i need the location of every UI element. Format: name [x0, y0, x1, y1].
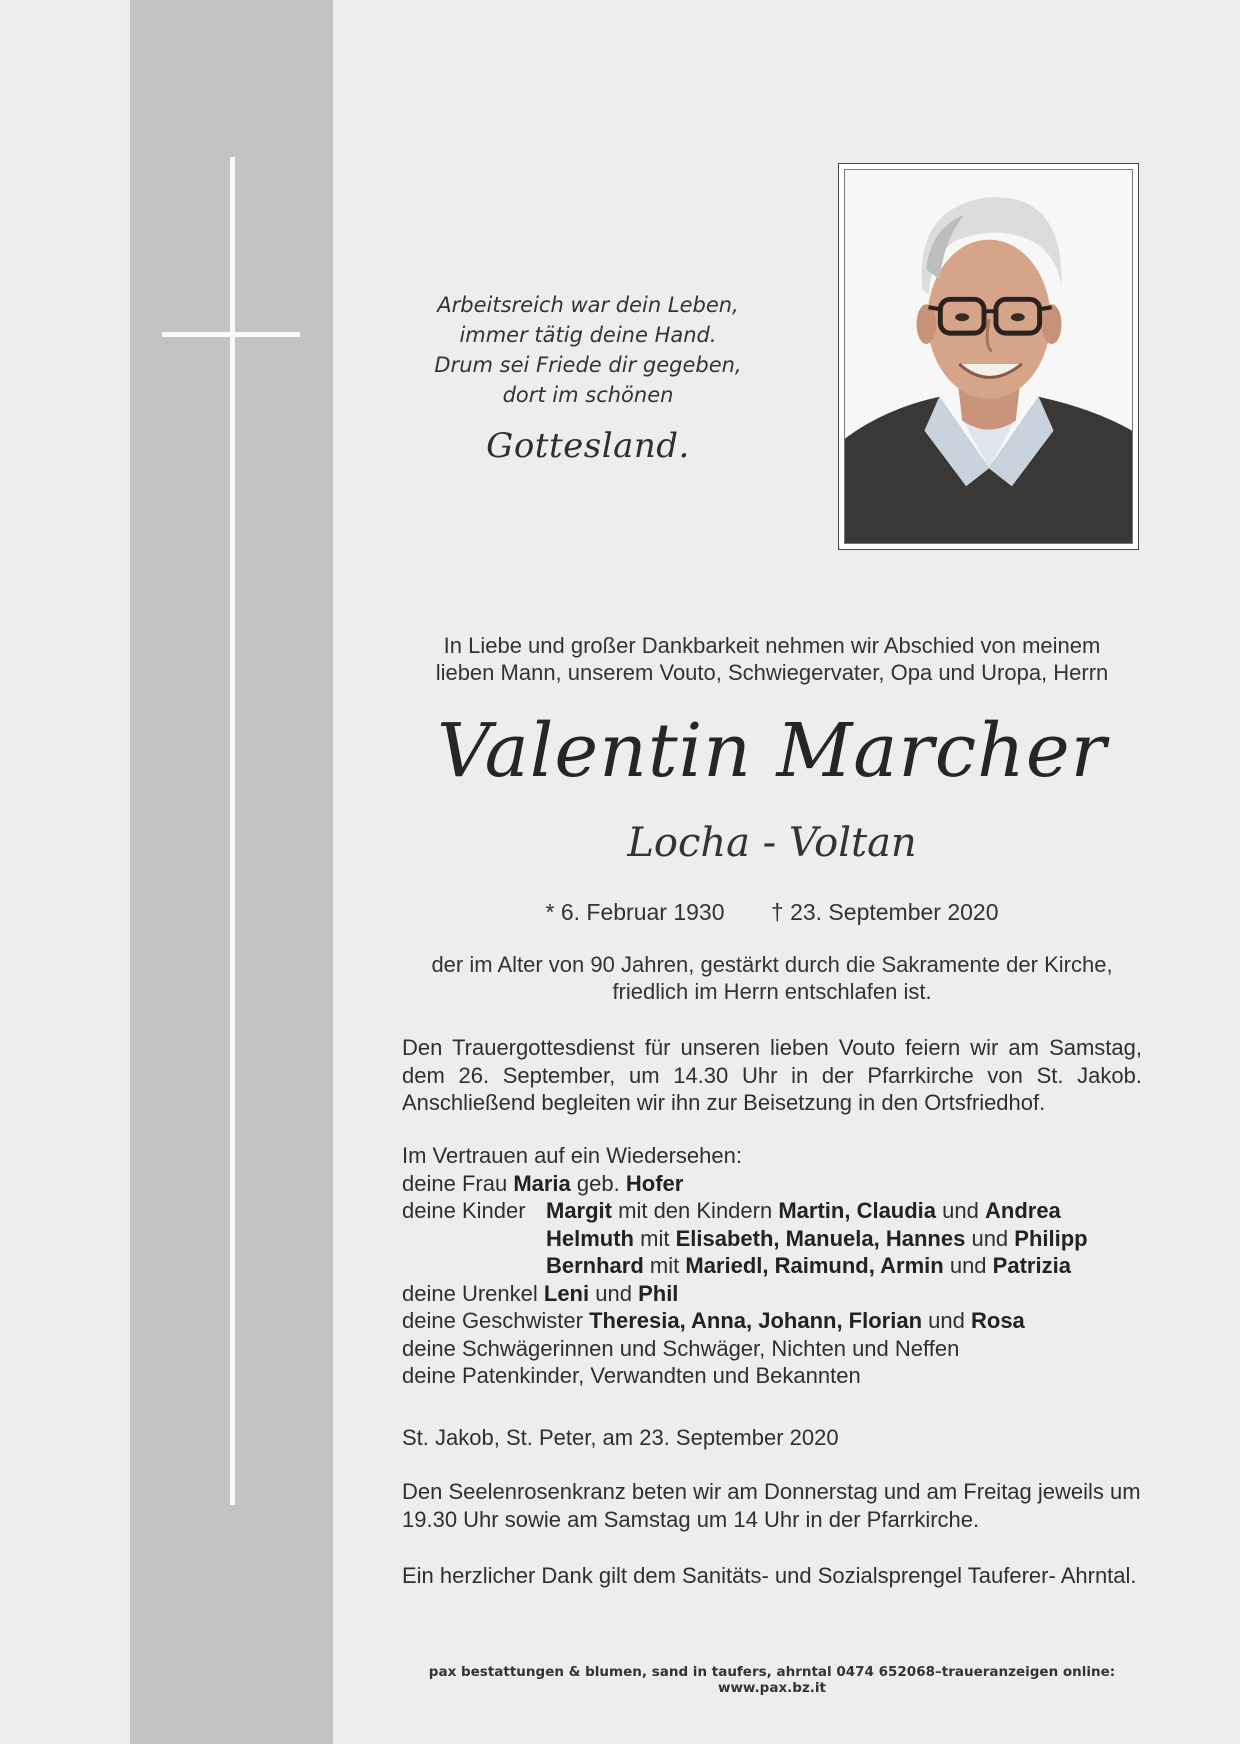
- poem-line: Arbeitsreich war dein Leben,: [437, 293, 739, 317]
- mourner-kid: Bernhard mit Mariedl, Raimund, Armin und Patrizia: [546, 1253, 1071, 1278]
- place-date: St. Jakob, St. Peter, am 23. September 2020: [402, 1425, 839, 1450]
- cross-vertical-bar: [230, 157, 235, 1505]
- rosary-line: 19.30 Uhr sowie am Samstag um 14 Uhr in der Pfarrkirche.: [402, 1506, 980, 1532]
- poem-line: dort im schönen: [502, 383, 674, 407]
- memorial-poem: [388, 290, 788, 468]
- mourner-kid: Helmuth mit Elisabeth, Manuela, Hannes und Philipp: [546, 1225, 1088, 1251]
- birth-date: * 6. Februar 1930: [545, 899, 725, 925]
- intro-line: lieben Mann, unserem Vouto, Schwiegervater, Opa und Uropa, Herrn: [435, 660, 1109, 685]
- passing-text: [402, 951, 1142, 1005]
- deceased-nickname: Locha - Voltan: [627, 820, 917, 866]
- mourners-list: [402, 1142, 1142, 1390]
- deceased-name: Valentin Marcher: [436, 708, 1107, 794]
- portrait-photo: [844, 169, 1133, 544]
- mourner-siblings: deine Geschwister Theresia, Anna, Johann, Florian und Rosa: [402, 1308, 1025, 1333]
- passing-line: friedlich im Herrn entschlafen ist.: [612, 979, 932, 1004]
- mourner-godchildren: deine Patenkinder, Verwandten und Bekannten: [402, 1363, 861, 1388]
- passing-line: der im Alter von 90 Jahren, gestärkt durch die Sakramente der Kirche,: [431, 952, 1113, 977]
- mourners-intro: Im Vertrauen auf ein Wiedersehen:: [402, 1143, 742, 1168]
- mourner-wife: deine Frau Maria geb. Hofer: [402, 1170, 684, 1196]
- footer-credit: pax bestattungen & blumen, sand in taufers, ahrntal 0474 652068–traueranzeigen online: www.pax.bz.it: [428, 1664, 1116, 1696]
- poem-last-word: Gottesland.: [486, 426, 690, 466]
- thanks-text: Ein herzlicher Dank gilt dem Sanitäts- und Sozialsprengel Tauferer- Ahrntal.: [402, 1563, 1137, 1588]
- portrait-frame: [838, 163, 1139, 550]
- rosary-line: Den Seelenrosenkranz beten wir am Donnerstag und am Freitag jeweils um: [402, 1479, 1141, 1504]
- funeral-service-text: Den Trauergottesdienst für unseren lieben Vouto feiern wir am Samstag, dem 26. September, um 14.30 Uhr in der Pfarrkirche von St. Jakob. Anschließend begleiten wir ihn zur Beisetzung in den Ortsfriedhof.: [402, 1035, 1142, 1115]
- mourner-kid: deine Kinder Margit mit den Kindern Martin, Claudia und Andrea: [402, 1198, 1061, 1223]
- life-dates: [402, 898, 1142, 926]
- mourner-inlaws: deine Schwägerinnen und Schwäger, Nichten und Neffen: [402, 1335, 960, 1361]
- poem-line: Drum sei Friede dir gegeben,: [434, 353, 742, 377]
- mourner-great-grandchildren: deine Urenkel Leni und Phil: [402, 1280, 679, 1306]
- intro-line: In Liebe und großer Dankbarkeit nehmen wir Abschied von meinem: [443, 633, 1101, 658]
- poem-line: immer tätig deine Hand.: [459, 323, 717, 347]
- intro-text: [402, 632, 1142, 686]
- rosary-text: [402, 1478, 1142, 1533]
- cross-horizontal-bar: [162, 332, 300, 337]
- death-date: † 23. September 2020: [770, 899, 999, 925]
